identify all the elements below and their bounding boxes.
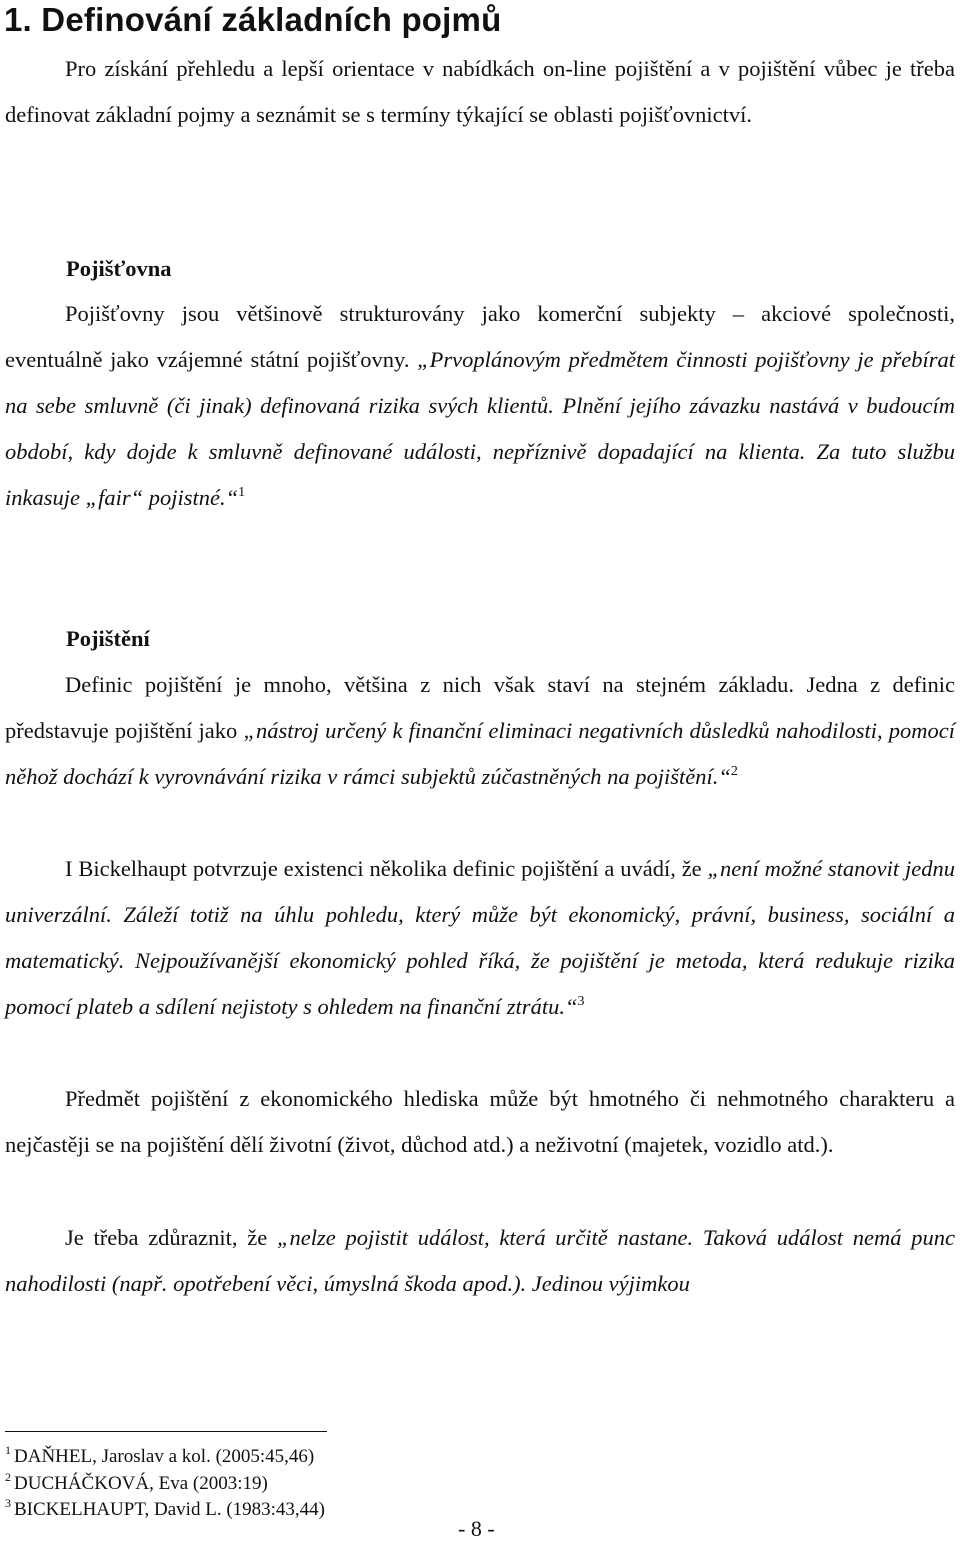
- footnote-text: DAŇHEL, Jaroslav a kol. (2005:45,46): [14, 1446, 315, 1467]
- page-number: - 8 -: [458, 1516, 495, 1541]
- footnote-item: [5, 1497, 325, 1524]
- pojistovna-paragraph: [5, 291, 955, 521]
- footnote-number: 1: [5, 1443, 11, 1457]
- pojisteni-quote-1: „nástroj určený k finanční eliminaci negativních důsledků nahodilosti, pomocí něhož dochází k vyrovnávání rizika v rámci subjektů zúčastněných na pojištění.“: [5, 718, 955, 789]
- pojisteni-paragraph-2: [5, 846, 955, 1030]
- footnotes-list: [5, 1444, 325, 1524]
- footnote-ref-1: 1: [238, 485, 246, 500]
- pojisteni-text-2: I Bickelhaupt potvrzuje existenci několika definic pojištění a uvádí, že: [65, 856, 708, 881]
- footnote-ref-2: 2: [730, 764, 738, 779]
- section-heading-pojisteni: Pojištění: [66, 626, 150, 651]
- pojisteni-text-1: Definic pojištění je mnoho, většina z nich však staví na stejném základu. Jedna z definic představuje pojištění jako: [5, 672, 955, 743]
- intro-paragraph: Pro získání přehledu a lepší orientace v nabídkách on-line pojištění a v pojištění vůbec je třeba definovat základní pojmy a seznámit se s termíny týkající se oblasti pojišťovnictví.: [5, 56, 955, 127]
- section-heading-pojistovna: Pojišťovna: [66, 256, 172, 281]
- pojisteni-text-4: Je třeba zdůraznit, že: [65, 1225, 277, 1250]
- footnote-item: [5, 1471, 325, 1498]
- footnote-separator: [5, 1431, 327, 1432]
- pojistovna-text: Pojišťovny jsou většinově strukturovány jako komerční subjekty – akciové společnosti, eventuálně jako vzájemné státní pojišťovny.: [5, 301, 955, 372]
- pojisteni-paragraph-3: Předmět pojištění z ekonomického hlediska může být hmotného či nehmotného charakteru a nejčastěji se na pojištění dělí životní (život, důchod atd.) a neživotní (majetek, vozidlo atd.).: [5, 1086, 955, 1157]
- footnote-text: DUCHÁČKOVÁ, Eva (2003:19): [14, 1472, 268, 1494]
- footnote-text: BICKELHAUPT, David L. (1983:43,44): [14, 1499, 326, 1520]
- footnote-number: 3: [5, 1496, 11, 1510]
- pojisteni-paragraph-4: [5, 1215, 955, 1307]
- footnote-ref-3: 3: [577, 994, 585, 1009]
- pojisteni-quote-2: „není možné stanovit jednu univerzální. Záleží totiž na úhlu pohledu, který může být ekonomický, právní, business, sociální a matematický. Nejpoužívanější ekonomický pohled říká, že pojištění je metoda, která redukuje rizika pomocí plateb a sdílení nejistoty s ohledem na finanční ztrátu.“: [5, 856, 955, 1019]
- pojisteni-quote-4: „nelze pojistit událost, která určitě nastane. Taková událost nemá punc nahodilosti (např. opotřebení věci, úmyslná škoda apod.). Jedinou výjimkou: [5, 1225, 956, 1296]
- pojisteni-paragraph-1: [5, 662, 955, 800]
- chapter-title: 1. Definování základních pojmů: [4, 1, 502, 38]
- footnote-item: [5, 1444, 325, 1471]
- footnote-number: 2: [5, 1469, 11, 1484]
- pojistovna-quote: „Prvoplánovým předmětem činnosti pojišťovny je přebírat na sebe smluvně (či jinak) definovaná rizika svých klientů. Plnění jejího závazku nastává v budoucím období, kdy dojde k smluvně definované události, nepříznivě dopadající na klienta. Za tuto službu inkasuje „fair“ pojistné.“: [5, 347, 956, 510]
